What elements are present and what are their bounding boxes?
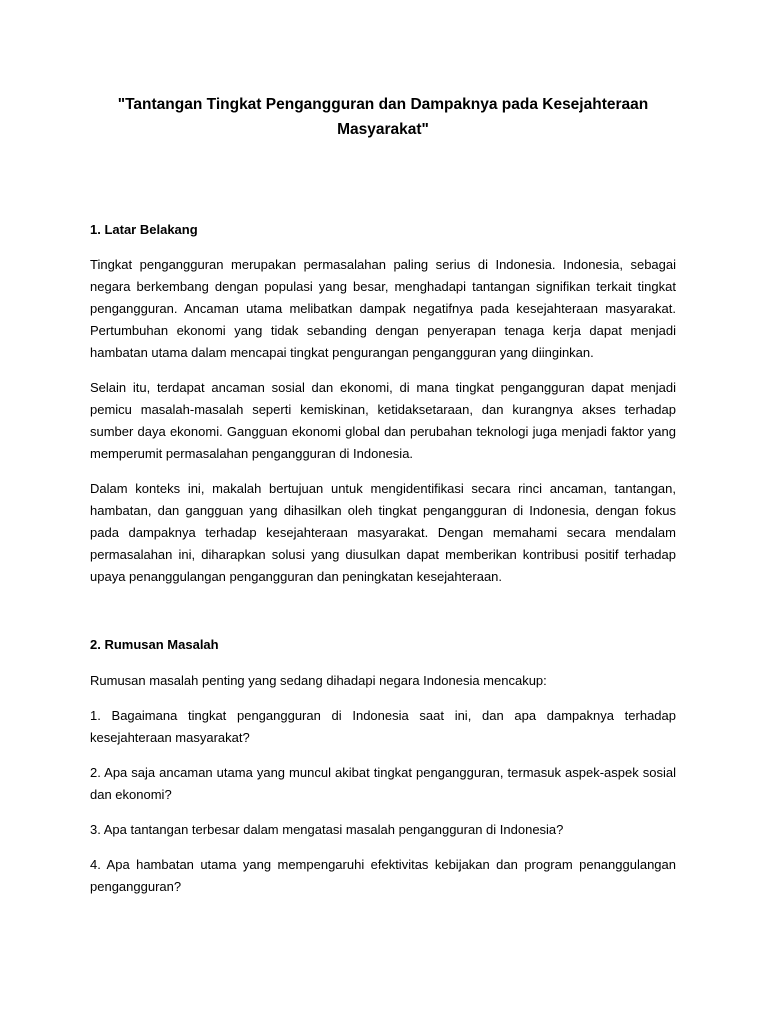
paragraph: Dalam konteks ini, makalah bertujuan untuk mengidentifikasi secara rinci ancaman, tantangan, hambatan, dan gangguan yang dihasilkan oleh tingkat pengangguran di Indonesia, dengan fokus pada dampaknya terhadap kesejahteraan masyarakat. Dengan memahami secara mendalam permasalahan ini, diharapkan solusi yang diusulkan dapat memberikan kontribusi positif terhadap upaya penanggulangan pengangguran dan peningkatan kesejahteraan.	[90, 481, 676, 584]
paragraph: Selain itu, terdapat ancaman sosial dan ekonomi, di mana tingkat pengangguran dapat menjadi pemicu masalah-masalah seperti kemiskinan, ketidaksetaraan, dan kurangnya akses terhadap sumber daya ekonomi. Gangguan ekonomi global dan perubahan teknologi juga menjadi faktor yang memperumit permasalahan pengangguran di Indonesia.	[90, 380, 676, 461]
paragraph-intro: Rumusan masalah penting yang sedang dihadapi negara Indonesia mencakup:	[90, 673, 547, 688]
section-heading-latar-belakang: 1. Latar Belakang	[90, 222, 198, 237]
section-heading-rumusan-masalah: 2. Rumusan Masalah	[90, 637, 219, 652]
document-page	[90, 92, 676, 898]
list-item: 2. Apa saja ancaman utama yang muncul akibat tingkat pengangguran, termasuk aspek-aspek sosial dan ekonomi?	[90, 765, 676, 802]
paragraph: Tingkat pengangguran merupakan permasalahan paling serius di Indonesia. Indonesia, sebagai negara berkembang dengan populasi yang besar, menghadapi tantangan signifikan terkait tingkat pengangguran. Ancaman utama melibatkan dampak negatifnya pada kesejahteraan masyarakat. Pertumbuhan ekonomi yang tidak sebanding dengan penyerapan tenaga kerja dapat menjadi hambatan utama dalam mencapai tingkat pengurangan pengangguran yang diinginkan.	[90, 257, 676, 360]
list-item: 3. Apa tantangan terbesar dalam mengatasi masalah pengangguran di Indonesia?	[90, 822, 564, 837]
list-item: 1. Bagaimana tingkat pengangguran di Indonesia saat ini, dan apa dampaknya terhadap kesejahteraan masyarakat?	[90, 708, 676, 745]
list-item: 4. Apa hambatan utama yang mempengaruhi efektivitas kebijakan dan program penanggulangan pengangguran?	[90, 857, 676, 894]
document-title: "Tantangan Tingkat Pengangguran dan Dampaknya pada Kesejahteraan Masyarakat"	[117, 96, 649, 138]
